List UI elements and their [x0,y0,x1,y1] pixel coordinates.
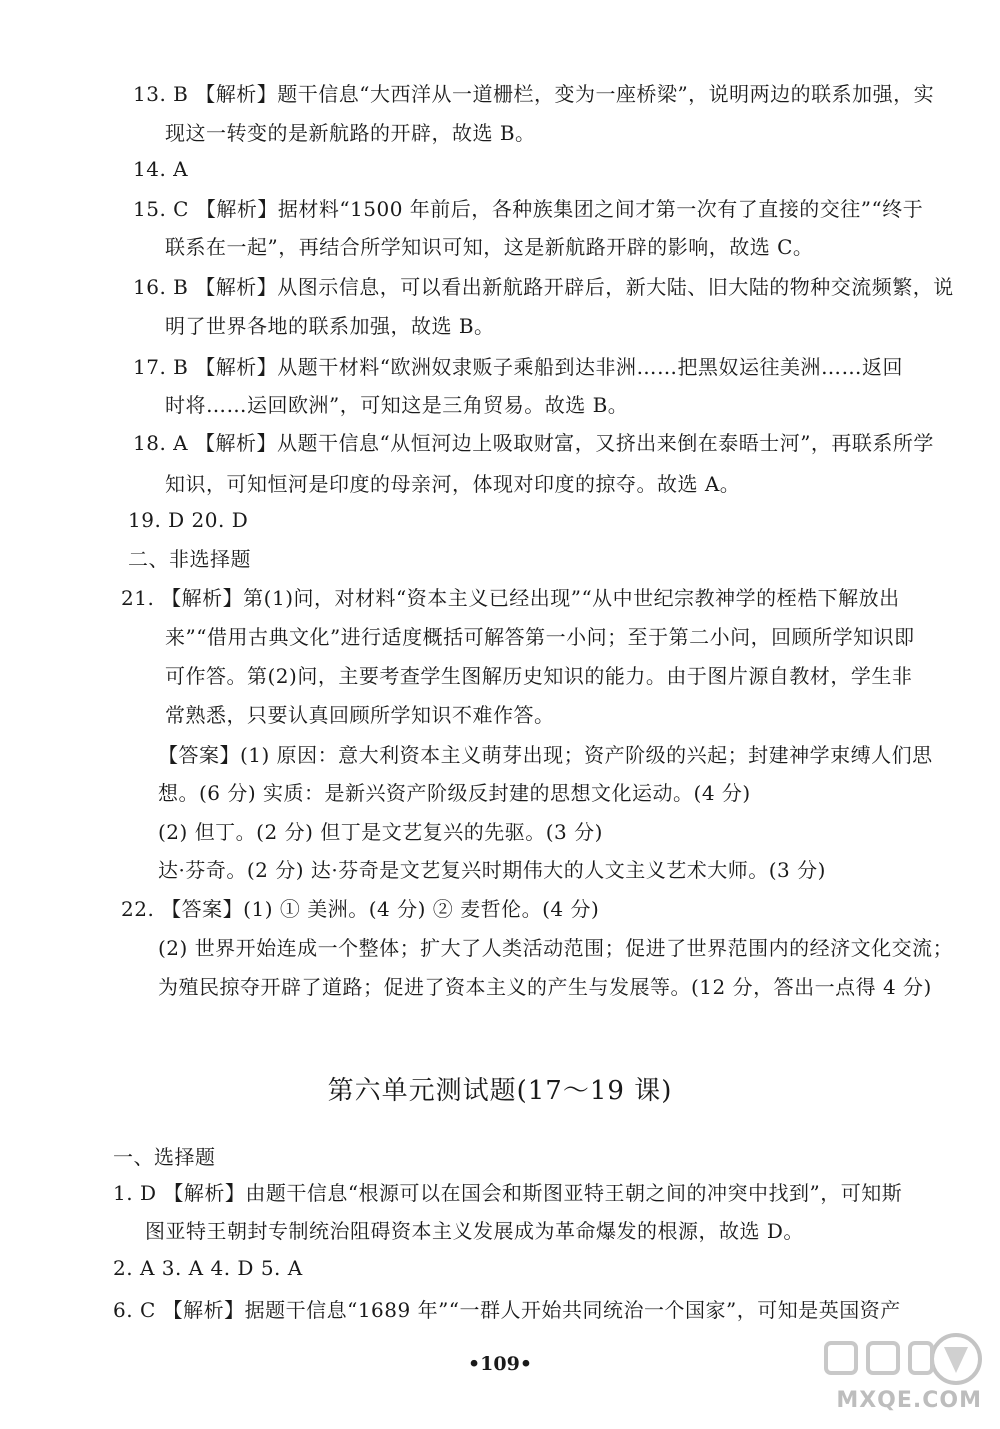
text-line: 6. C 【解析】据题干信息“1689 年”“一群人开始共同统治一个国家”，可知是英国资产 [113,1298,901,1322]
text-line: 18. A 【解析】从题干信息“从恒河边上吸取财富，又挤出来倒在泰晤士河”，再联系所学 [133,431,934,455]
text-line: 明了世界各地的联系加强，故选 B。 [165,314,495,338]
text-line: 19. D 20. D [128,508,249,532]
text-line: 想。(6 分) 实质：是新兴资产阶级反封建的思想文化运动。(4 分) [158,781,751,805]
text-line: 常熟悉，只要认真回顾所学知识不难作答。 [165,703,555,727]
text-line: 17. B 【解析】从题干材料“欧洲奴隶贩子乘船到达非洲……把黑奴运往美洲……返回 [133,355,903,379]
watermark-text: MXQE.COM [836,1388,982,1413]
text-line: 13. B 【解析】题干信息“大西洋从一道栅栏，变为一座桥梁”，说明两边的联系加强，实 [133,82,935,106]
text-line: 21. 【解析】第(1)问，对材料“资本主义已经出现”“从中世纪宗教神学的桎梏下解放出 [121,586,900,610]
text-line: 可作答。第(2)问，主要考查学生图解历史知识的能力。由于图片源自教材，学生非 [165,664,913,688]
text-line: 15. C 【解析】据材料“1500 年前后，各种族集团之间才第一次有了直接的交往”“终于 [133,197,924,221]
text-line: (2) 但丁。(2 分) 但丁是文艺复兴的先驱。(3 分) [158,820,603,844]
text-line: 1. D 【解析】由题干信息“根源可以在国会和斯图亚特王朝之间的冲突中找到”，可知斯 [113,1181,903,1205]
text-line: 联系在一起”，再结合所学知识可知，这是新航路开辟的影响，故选 C。 [165,235,814,259]
text-line: (2) 世界开始连成一个整体；扩大了人类活动范围；促进了世界范围内的经济文化交流； [158,936,954,960]
text-line: 为殖民掠夺开辟了道路；促进了资本主义的产生与发展等。(12 分，答出一点得 4 分) [158,975,932,999]
text-line: 来”“借用古典文化”进行适度概括可解答第一小问；至于第二小问，回顾所学知识即 [165,625,915,649]
text-line: 【答案】(1) 原因：意大利资本主义萌芽出现；资产阶级的兴起；封建神学束缚人们思 [158,743,933,767]
text-line: 知识，可知恒河是印度的母亲河，体现对印度的掠夺。故选 A。 [165,472,741,496]
section-heading: 二、非选择题 [128,547,251,571]
section-heading: 一、选择题 [113,1145,216,1169]
text-line: 14. A [133,157,189,181]
text-line: 22. 【答案】(1) ① 美洲。(4 分) ② 麦哲伦。(4 分) [121,897,600,921]
text-line: 2. A 3. A 4. D 5. A [113,1256,303,1280]
text-line: 时将……运回欧洲”，可知这是三角贸易。故选 B。 [165,393,629,417]
watermark-icon [806,1329,986,1389]
page-number: •109• [468,1353,532,1375]
section-title: 第六单元测试题(17～19 课) [327,1076,673,1106]
text-line: 图亚特王朝封专制统治阻碍资本主义发展成为革命爆发的根源，故选 D。 [145,1219,804,1243]
text-line: 达·芬奇。(2 分) 达·芬奇是文艺复兴时期伟大的人文主义艺术大师。(3 分) [158,858,826,882]
text-line: 16. B 【解析】从图示信息，可以看出新航路开辟后，新大陆、旧大陆的物种交流频繁，说 [133,275,954,299]
text-line: 现这一转变的是新航路的开辟，故选 B。 [165,121,536,145]
watermark-logo [806,1329,986,1415]
